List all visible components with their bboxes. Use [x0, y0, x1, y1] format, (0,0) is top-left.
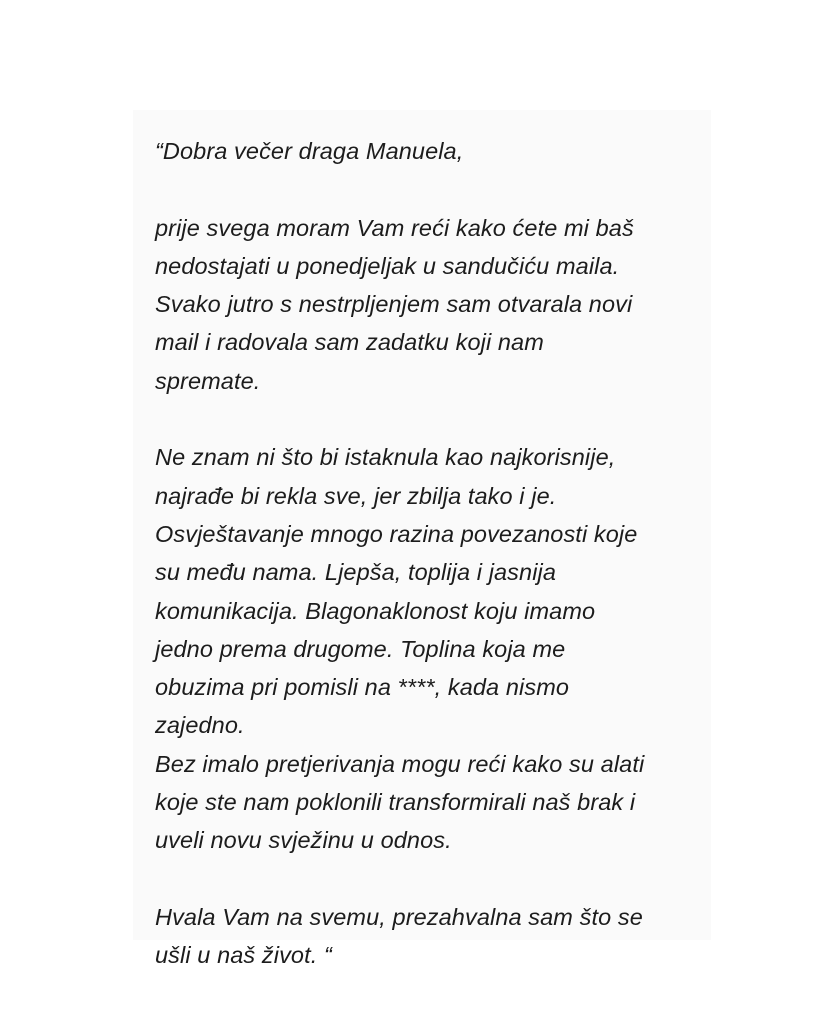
text-line: jedno prema drugome. Toplina koja me [155, 635, 566, 662]
letter-greeting: “Dobra večer draga Manuela, [155, 138, 464, 164]
text-line: obuzima pri pomisli na ****, kada nismo [155, 674, 570, 701]
text-line: su među nama. Ljepša, toplija i jasnija [155, 559, 557, 586]
paragraph-gap [155, 170, 715, 208]
paragraph-3 [155, 898, 715, 975]
text-line: Svako jutro s nestrpljenjem sam otvarala novi [155, 291, 633, 318]
text-line: uveli novu svježinu u odnos. [155, 827, 452, 854]
text-line: prije svega moram Vam reći kako ćete mi baš [155, 214, 634, 241]
text-line: nedostajati u ponedjeljak u sandučiću maila. [155, 252, 620, 279]
text-line: Hvala Vam na svemu, prezahvalna sam što se [155, 903, 643, 930]
paragraph-gap [155, 400, 715, 438]
text-line: komunikacija. Blagonaklonost koju imamo [155, 597, 596, 624]
letter-text [155, 132, 715, 975]
text-line: mail i radovala sam zadatku koji nam [155, 329, 544, 356]
text-line: najrađe bi rekla sve, jer zbilja tako i je. [155, 482, 557, 509]
text-line: Ne znam ni što bi istaknula kao najkorisnije, [155, 444, 616, 471]
text-line: ušli u naš život. “ [155, 942, 332, 969]
text-line: koje ste nam poklonili transformirali naš brak i [155, 789, 636, 816]
text-line: Osvještavanje mnogo razina povezanosti koje [155, 520, 638, 547]
paragraph-gap [155, 860, 715, 898]
text-line: Bez imalo pretjerivanja mogu reći kako su alati [155, 750, 645, 777]
text-line: zajedno. [155, 712, 245, 739]
paragraph-2 [155, 438, 715, 859]
paragraph-1 [155, 209, 715, 400]
text-line: spremate. [155, 367, 261, 394]
